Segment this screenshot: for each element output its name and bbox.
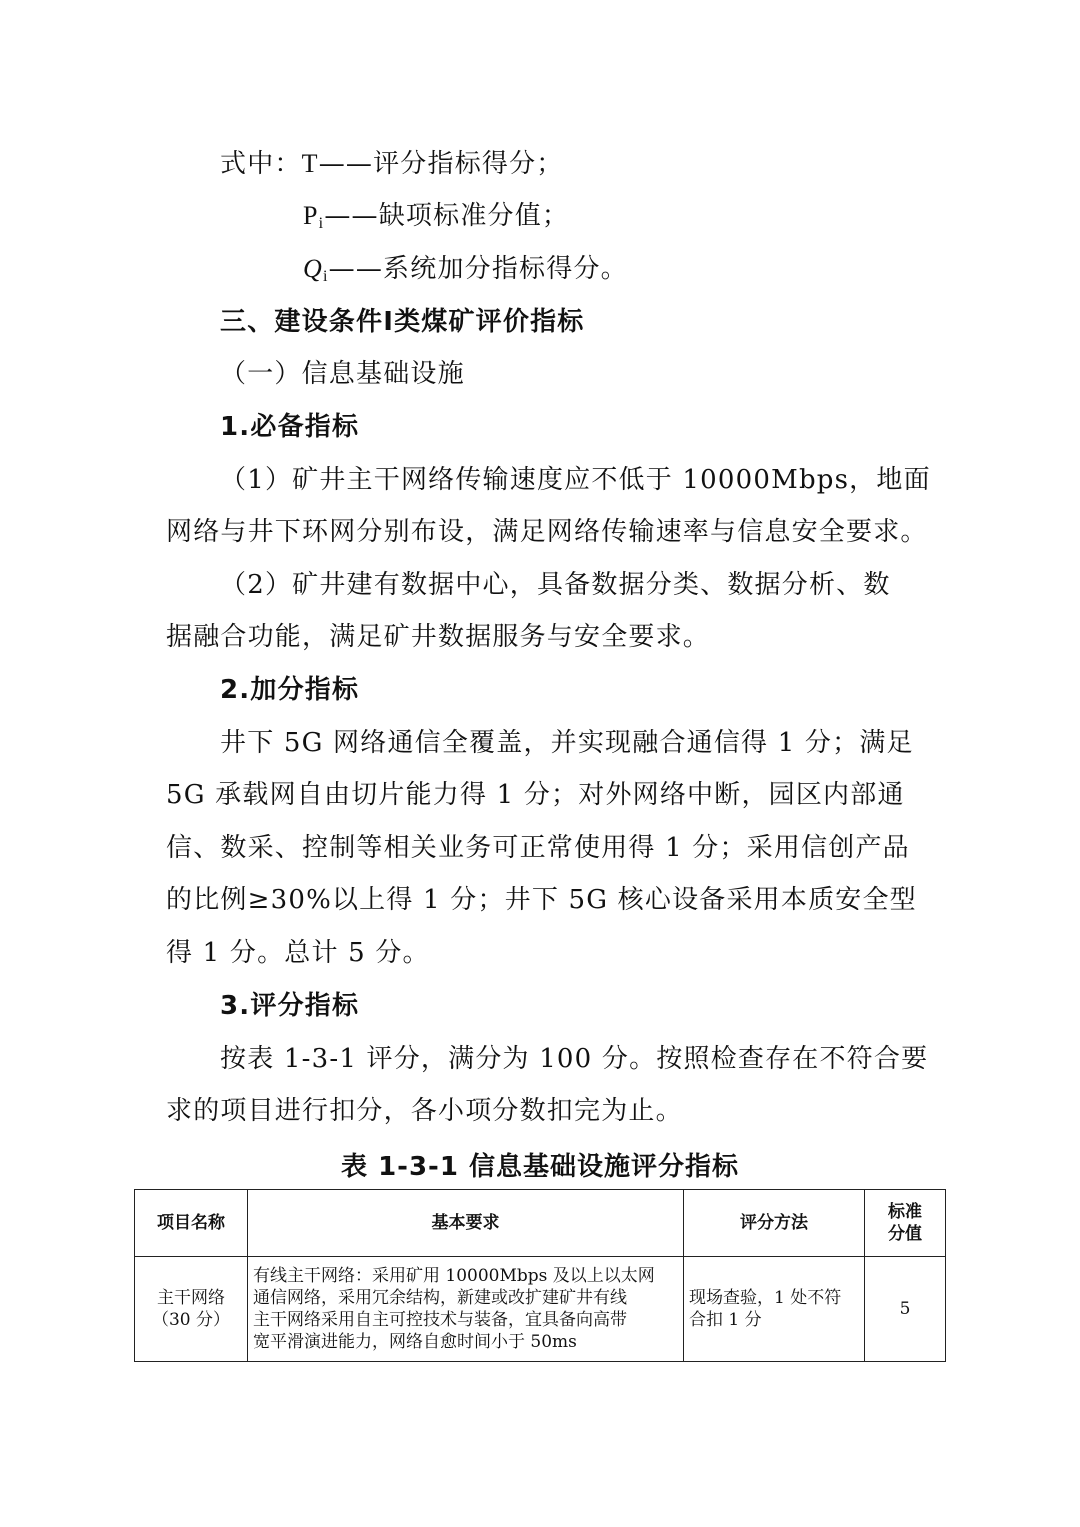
header-score-line: 分值 xyxy=(888,1224,922,1244)
legend-p-symbol: P xyxy=(303,201,319,230)
cell-line: 合扣 1 分 xyxy=(689,1310,762,1330)
formula-legend-p xyxy=(303,199,569,241)
bonus-heading: 2.加分指标 xyxy=(220,675,360,705)
header-method: 评分方法 xyxy=(684,1190,865,1257)
scoring-heading: 3.评分指标 xyxy=(220,991,360,1021)
legend-p-text: ——缺项标准分值； xyxy=(324,201,570,231)
legend-t-symbol: T xyxy=(301,149,319,178)
cell-requirement xyxy=(248,1257,684,1362)
bonus-line: 井下 5G 网络通信全覆盖，并实现融合通信得 1 分；满足 xyxy=(220,728,914,758)
cell-line: 现场查验，1 处不符 xyxy=(689,1288,842,1308)
cell-item-name xyxy=(135,1257,248,1362)
legend-q-symbol: Q xyxy=(303,254,323,283)
header-score xyxy=(865,1190,946,1257)
legend-q-sub: i xyxy=(322,268,329,285)
cell-score: 5 xyxy=(865,1257,946,1362)
table-header-row xyxy=(135,1190,946,1257)
scoring-line: 按表 1-3-1 评分，满分为 100 分。按照检查存在不符合要 xyxy=(220,1044,929,1074)
bonus-line: 5G 承载网自由切片能力得 1 分；对外网络中断，园区内部通 xyxy=(166,780,905,810)
header-item-name: 项目名称 xyxy=(135,1190,248,1257)
subsection-heading: （一）信息基础设施 xyxy=(220,359,465,389)
cell-line: 主干网络 xyxy=(157,1288,225,1308)
bonus-line: 得 1 分。总计 5 分。 xyxy=(166,938,430,968)
required-heading: 1.必备指标 xyxy=(220,412,360,442)
scoring-line: 求的项目进行扣分，各小项分数扣完为止。 xyxy=(166,1096,683,1126)
table-caption: 表 1-3-1 信息基础设施评分指标 xyxy=(341,1152,739,1182)
formula-legend-q xyxy=(303,252,628,294)
legend-prefix: 式中： xyxy=(220,149,302,179)
cell-line: 主干网络采用自主可控技术与装备，宜具备向高带 xyxy=(253,1310,627,1330)
table-row xyxy=(135,1257,946,1362)
formula-legend-t xyxy=(220,147,564,181)
cell-method xyxy=(684,1257,865,1362)
cell-line: 通信网络，采用冗余结构，新建或改扩建矿井有线 xyxy=(253,1288,627,1308)
legend-t-text: ——评分指标得分； xyxy=(318,149,564,179)
bonus-line: 信、数采、控制等相关业务可正常使用得 1 分；采用信创产品 xyxy=(166,833,910,863)
header-requirement: 基本要求 xyxy=(248,1190,684,1257)
cell-line: 宽平滑演进能力，网络自愈时间小于 50ms xyxy=(253,1332,577,1352)
required-item2-line1: （2）矿井建有数据中心，具备数据分类、数据分析、数 xyxy=(220,570,891,600)
required-item2-line2: 据融合功能，满足矿井数据服务与安全要求。 xyxy=(166,622,711,652)
section-heading: 三、建设条件I类煤矿评价指标 xyxy=(220,307,585,337)
cell-line: （30 分） xyxy=(151,1310,231,1330)
header-score-line: 标准 xyxy=(888,1202,922,1222)
cell-line: 有线主干网络：采用矿用 10000Mbps 及以上以太网 xyxy=(253,1266,655,1286)
legend-q-text: ——系统加分指标得分。 xyxy=(328,254,628,284)
scoring-table xyxy=(134,1189,946,1362)
bonus-line: 的比例≥30%以上得 1 分；井下 5G 核心设备采用本质安全型 xyxy=(166,885,917,915)
required-item1-line1: （1）矿井主干网络传输速度应不低于 10000Mbps，地面 xyxy=(220,465,931,495)
required-item1-line2: 网络与井下环网分别布设，满足网络传输速率与信息安全要求。 xyxy=(166,517,928,547)
legend-p-sub: i xyxy=(318,215,325,232)
